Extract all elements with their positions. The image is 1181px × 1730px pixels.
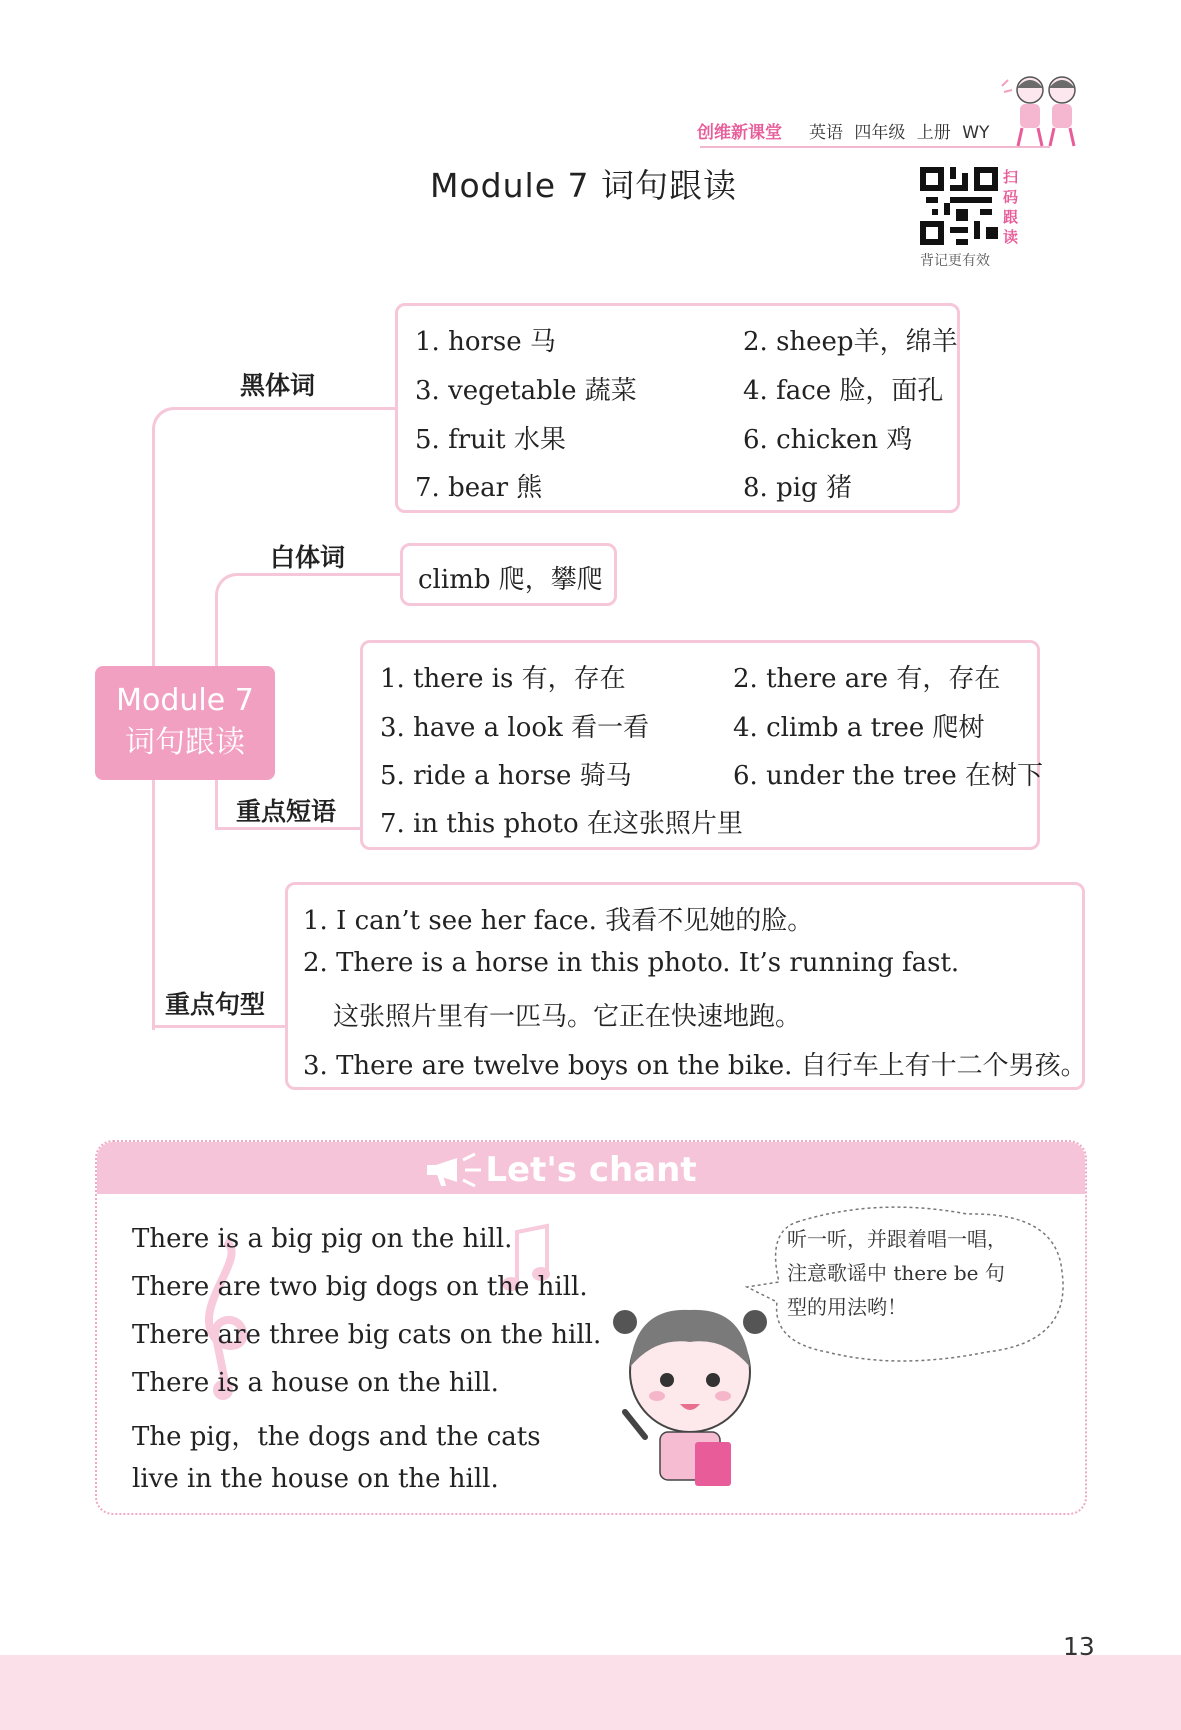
phrase-item: 1. there is 有，存在 xyxy=(380,664,626,694)
scan-to-read-label: 扫码跟读 xyxy=(1003,168,1019,246)
sentence-translation: 这张照片里有一匹马。它正在快速地跑。 xyxy=(333,1002,802,1032)
page-number: 13 xyxy=(1063,1632,1095,1661)
word-item: 7. bear 熊 xyxy=(415,473,543,503)
series-brand: 创维新课堂 xyxy=(697,123,782,143)
word-item: 4. face 脸，面孔 xyxy=(743,376,944,406)
chant-line: There is a house on the hill. xyxy=(132,1368,499,1398)
label-bold-words: 黑体词 xyxy=(240,371,316,400)
mascot-kids-icon xyxy=(1000,68,1090,150)
center-node xyxy=(95,666,275,780)
word-item: 1. horse 马 xyxy=(415,327,556,357)
label-phrases: 重点短语 xyxy=(236,797,337,826)
chant-line: There are two big dogs on the hill. xyxy=(132,1272,588,1302)
word-item: 3. vegetable 蔬菜 xyxy=(415,376,637,406)
page-title: Module 7 词句跟读 xyxy=(430,166,737,205)
phrase-item: 5. ride a horse 骑马 xyxy=(380,761,632,791)
sentences-box xyxy=(285,882,1085,1090)
label-plain-words: 白体词 xyxy=(270,543,346,572)
bold-words-box xyxy=(395,303,960,513)
sentence-item: 1. I can’t see her face. 我看不见她的脸。 xyxy=(303,906,814,936)
chant-title: Let's chant xyxy=(485,1150,697,1190)
bubble-line: 型的用法哟！ xyxy=(787,1295,907,1319)
word-item: 5. fruit 水果 xyxy=(415,425,566,455)
chant-line: There are three big cats on the hill. xyxy=(132,1320,602,1350)
bubble-line: 注意歌谣中 there be 句 xyxy=(787,1261,1005,1285)
phrase-item: 4. climb a tree 爬树 xyxy=(733,713,985,743)
footer-band xyxy=(0,1655,1181,1730)
sentence-item: 2. There is a horse in this photo. It’s running fast. xyxy=(303,948,960,978)
qr-caption: 背记更有效 xyxy=(920,253,990,269)
qr-code-icon[interactable] xyxy=(920,167,998,245)
phrases-box xyxy=(360,640,1044,850)
phrase-item: 3. have a look 看一看 xyxy=(380,713,650,743)
chant-line: live in the house on the hill. xyxy=(132,1464,499,1494)
sentence-item: 3. There are twelve boys on the bike. 自行车上有十二个男孩。 xyxy=(303,1051,1087,1081)
connector-phrases-vertical xyxy=(215,778,218,830)
chant-panel xyxy=(95,1140,1087,1515)
header-rule xyxy=(700,146,1050,148)
chant-line: There is a big pig on the hill. xyxy=(132,1224,513,1254)
phrase-item: 7. in this photo 在这张照片里 xyxy=(380,809,743,839)
book-info: 英语 四年级 上册 WY xyxy=(809,123,990,143)
word-item: 2. sheep羊，绵羊 xyxy=(743,327,958,357)
center-node-line2: 词句跟读 xyxy=(125,725,245,760)
chant-line: The pig，the dogs and the cats xyxy=(132,1422,541,1452)
speech-bubble-text xyxy=(787,1222,1007,1324)
bubble-line: 听一听，并跟着唱一唱， xyxy=(787,1227,1007,1251)
label-sentences: 重点句型 xyxy=(165,990,266,1019)
word-item: climb 爬，攀爬 xyxy=(418,565,603,595)
word-item: 6. chicken 鸡 xyxy=(743,425,913,455)
connector-sentences xyxy=(152,1025,287,1028)
center-node-line1: Module 7 xyxy=(116,683,254,718)
phrase-item: 6. under the tree 在树下 xyxy=(733,761,1044,791)
phrase-item: 2. there are 有，存在 xyxy=(733,664,1001,694)
word-item: 8. pig 猪 xyxy=(743,473,852,503)
plain-words-box xyxy=(400,543,617,606)
